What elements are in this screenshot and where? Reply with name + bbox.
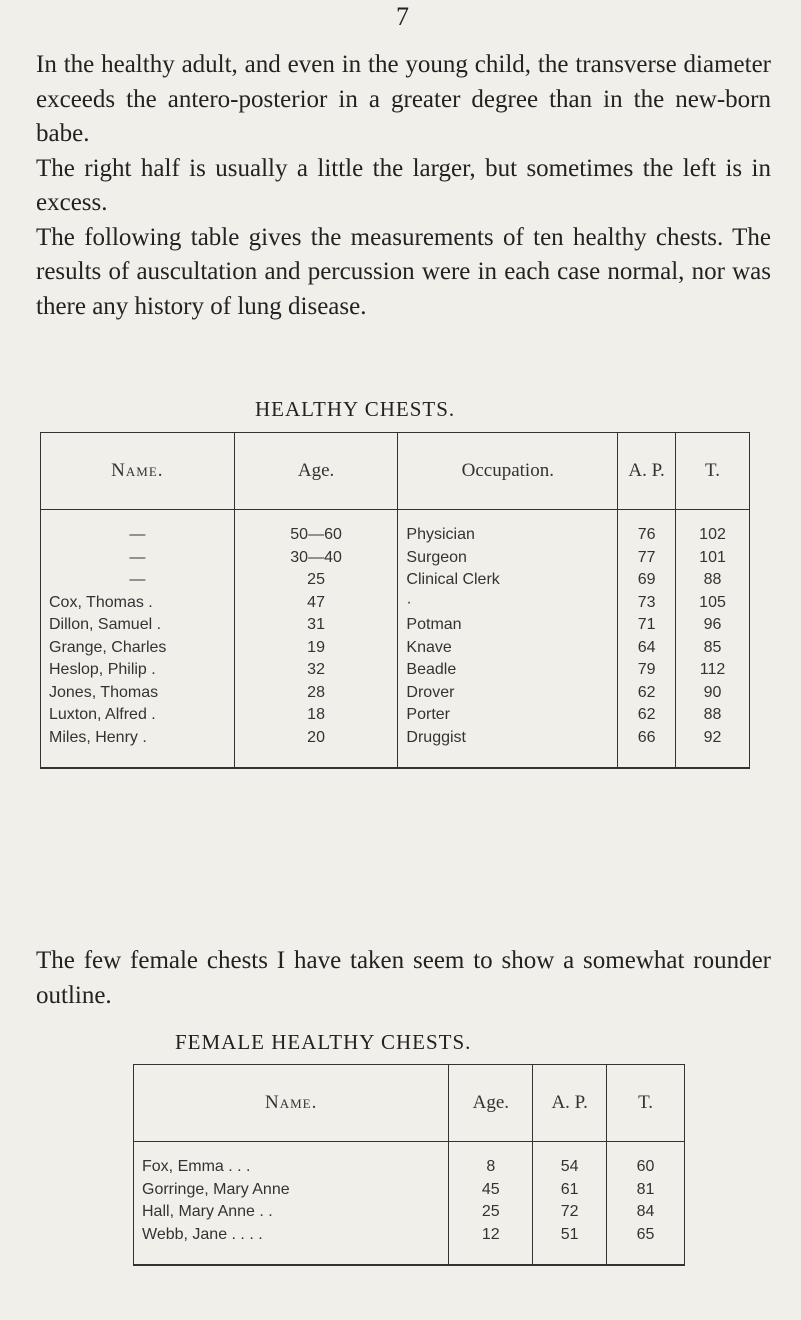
table-row <box>134 1224 685 1266</box>
ap-cell: 66 <box>618 727 676 769</box>
header-name: Name. <box>41 433 235 510</box>
age-cell: 31 <box>234 614 398 637</box>
table2-caption: FEMALE HEALTHY CHESTS. <box>175 1030 472 1054</box>
table-row <box>41 510 750 547</box>
table-row <box>41 682 750 705</box>
ap-cell: 76 <box>618 510 676 547</box>
t-cell: 88 <box>676 569 750 592</box>
occupation-cell: Potman <box>398 614 618 637</box>
ap-cell: 62 <box>618 682 676 705</box>
age-cell: 32 <box>234 659 398 682</box>
table-row <box>41 704 750 727</box>
age-cell: 30—40 <box>234 547 398 570</box>
t-cell: 85 <box>676 637 750 660</box>
t-cell: 88 <box>676 704 750 727</box>
table-row <box>134 1201 685 1224</box>
table1-caption: HEALTHY CHESTS. <box>255 397 456 421</box>
t-cell: 84 <box>607 1201 685 1224</box>
header-t: T. <box>676 433 750 510</box>
t-cell: 112 <box>676 659 750 682</box>
paragraph-1: In the healthy adult, and even in the young child, the transverse diameter exceeds the antero-posterior in a greater degree than in the new-born babe. <box>36 51 771 147</box>
header-age: Age. <box>234 433 398 510</box>
ap-cell: 71 <box>618 614 676 637</box>
page-number: 7 <box>396 2 409 31</box>
name-cell: Miles, Henry . <box>41 727 235 769</box>
ap-cell: 51 <box>533 1224 607 1266</box>
header-age: Age. <box>449 1065 533 1142</box>
table-row <box>41 727 750 769</box>
ap-cell: 62 <box>618 704 676 727</box>
name-cell: — <box>41 569 235 592</box>
name-cell: — <box>41 510 235 547</box>
ap-cell: 69 <box>618 569 676 592</box>
t-cell: 65 <box>607 1224 685 1266</box>
name-cell: Jones, Thomas <box>41 682 235 705</box>
occupation-cell: Knave <box>398 637 618 660</box>
table-row <box>41 614 750 637</box>
occupation-cell: Drover <box>398 682 618 705</box>
ap-cell: 61 <box>533 1179 607 1202</box>
t-cell: 81 <box>607 1179 685 1202</box>
ap-cell: 77 <box>618 547 676 570</box>
t-cell: 105 <box>676 592 750 615</box>
occupation-cell: Clinical Clerk <box>398 569 618 592</box>
paragraph-3: The following table gives the measurements of ten healthy chests. The results of auscultation and percussion were in each case normal, nor was there any history of lung disease. <box>36 223 771 320</box>
table-row <box>134 1142 685 1179</box>
name-cell: Cox, Thomas . <box>41 592 235 615</box>
name-cell: Grange, Charles <box>41 637 235 660</box>
header-t: T. <box>607 1065 685 1142</box>
t-cell: 92 <box>676 727 750 769</box>
age-cell: 18 <box>234 704 398 727</box>
age-cell: 47 <box>234 592 398 615</box>
age-cell: 12 <box>449 1224 533 1266</box>
t-cell: 102 <box>676 510 750 547</box>
t-cell: 101 <box>676 547 750 570</box>
t-cell: 96 <box>676 614 750 637</box>
table-row <box>41 592 750 615</box>
table-row <box>41 637 750 660</box>
paragraph-2: The right half is usually a little the larger, but sometimes the left is in excess. <box>36 154 771 216</box>
body-text <box>36 48 771 324</box>
female-healthy-chests-table <box>133 1064 685 1266</box>
age-cell: 25 <box>234 569 398 592</box>
age-cell: 45 <box>449 1179 533 1202</box>
age-cell: 8 <box>449 1142 533 1179</box>
age-cell: 50—60 <box>234 510 398 547</box>
occupation-cell: · <box>398 592 618 615</box>
occupation-cell: Porter <box>398 704 618 727</box>
table1-header-row <box>41 433 750 510</box>
header-name: Name. <box>134 1065 449 1142</box>
table2-header-row <box>134 1065 685 1142</box>
age-cell: 19 <box>234 637 398 660</box>
age-cell: 20 <box>234 727 398 769</box>
age-cell: 28 <box>234 682 398 705</box>
name-cell: Gorringe, Mary Anne <box>134 1179 449 1202</box>
occupation-cell: Physician <box>398 510 618 547</box>
table-row <box>41 569 750 592</box>
healthy-chests-table <box>40 432 750 769</box>
t-cell: 90 <box>676 682 750 705</box>
ap-cell: 54 <box>533 1142 607 1179</box>
name-cell: Dillon, Samuel . <box>41 614 235 637</box>
t-cell: 60 <box>607 1142 685 1179</box>
occupation-cell: Druggist <box>398 727 618 769</box>
female-paragraph: The few female chests I have taken seem to show a somewhat rounder outline. <box>36 947 771 1009</box>
name-cell: Webb, Jane . . . . <box>134 1224 449 1266</box>
name-cell: Fox, Emma . . . <box>134 1142 449 1179</box>
ap-cell: 72 <box>533 1201 607 1224</box>
ap-cell: 73 <box>618 592 676 615</box>
occupation-cell: Beadle <box>398 659 618 682</box>
header-occupation: Occupation. <box>398 433 618 510</box>
ap-cell: 64 <box>618 637 676 660</box>
header-ap: A. P. <box>618 433 676 510</box>
ap-cell: 79 <box>618 659 676 682</box>
name-cell: Heslop, Philip . <box>41 659 235 682</box>
header-ap: A. P. <box>533 1065 607 1142</box>
age-cell: 25 <box>449 1201 533 1224</box>
table-row <box>134 1179 685 1202</box>
name-cell: — <box>41 547 235 570</box>
name-cell: Hall, Mary Anne . . <box>134 1201 449 1224</box>
name-cell: Luxton, Alfred . <box>41 704 235 727</box>
table-row <box>41 547 750 570</box>
table-row <box>41 659 750 682</box>
occupation-cell: Surgeon <box>398 547 618 570</box>
